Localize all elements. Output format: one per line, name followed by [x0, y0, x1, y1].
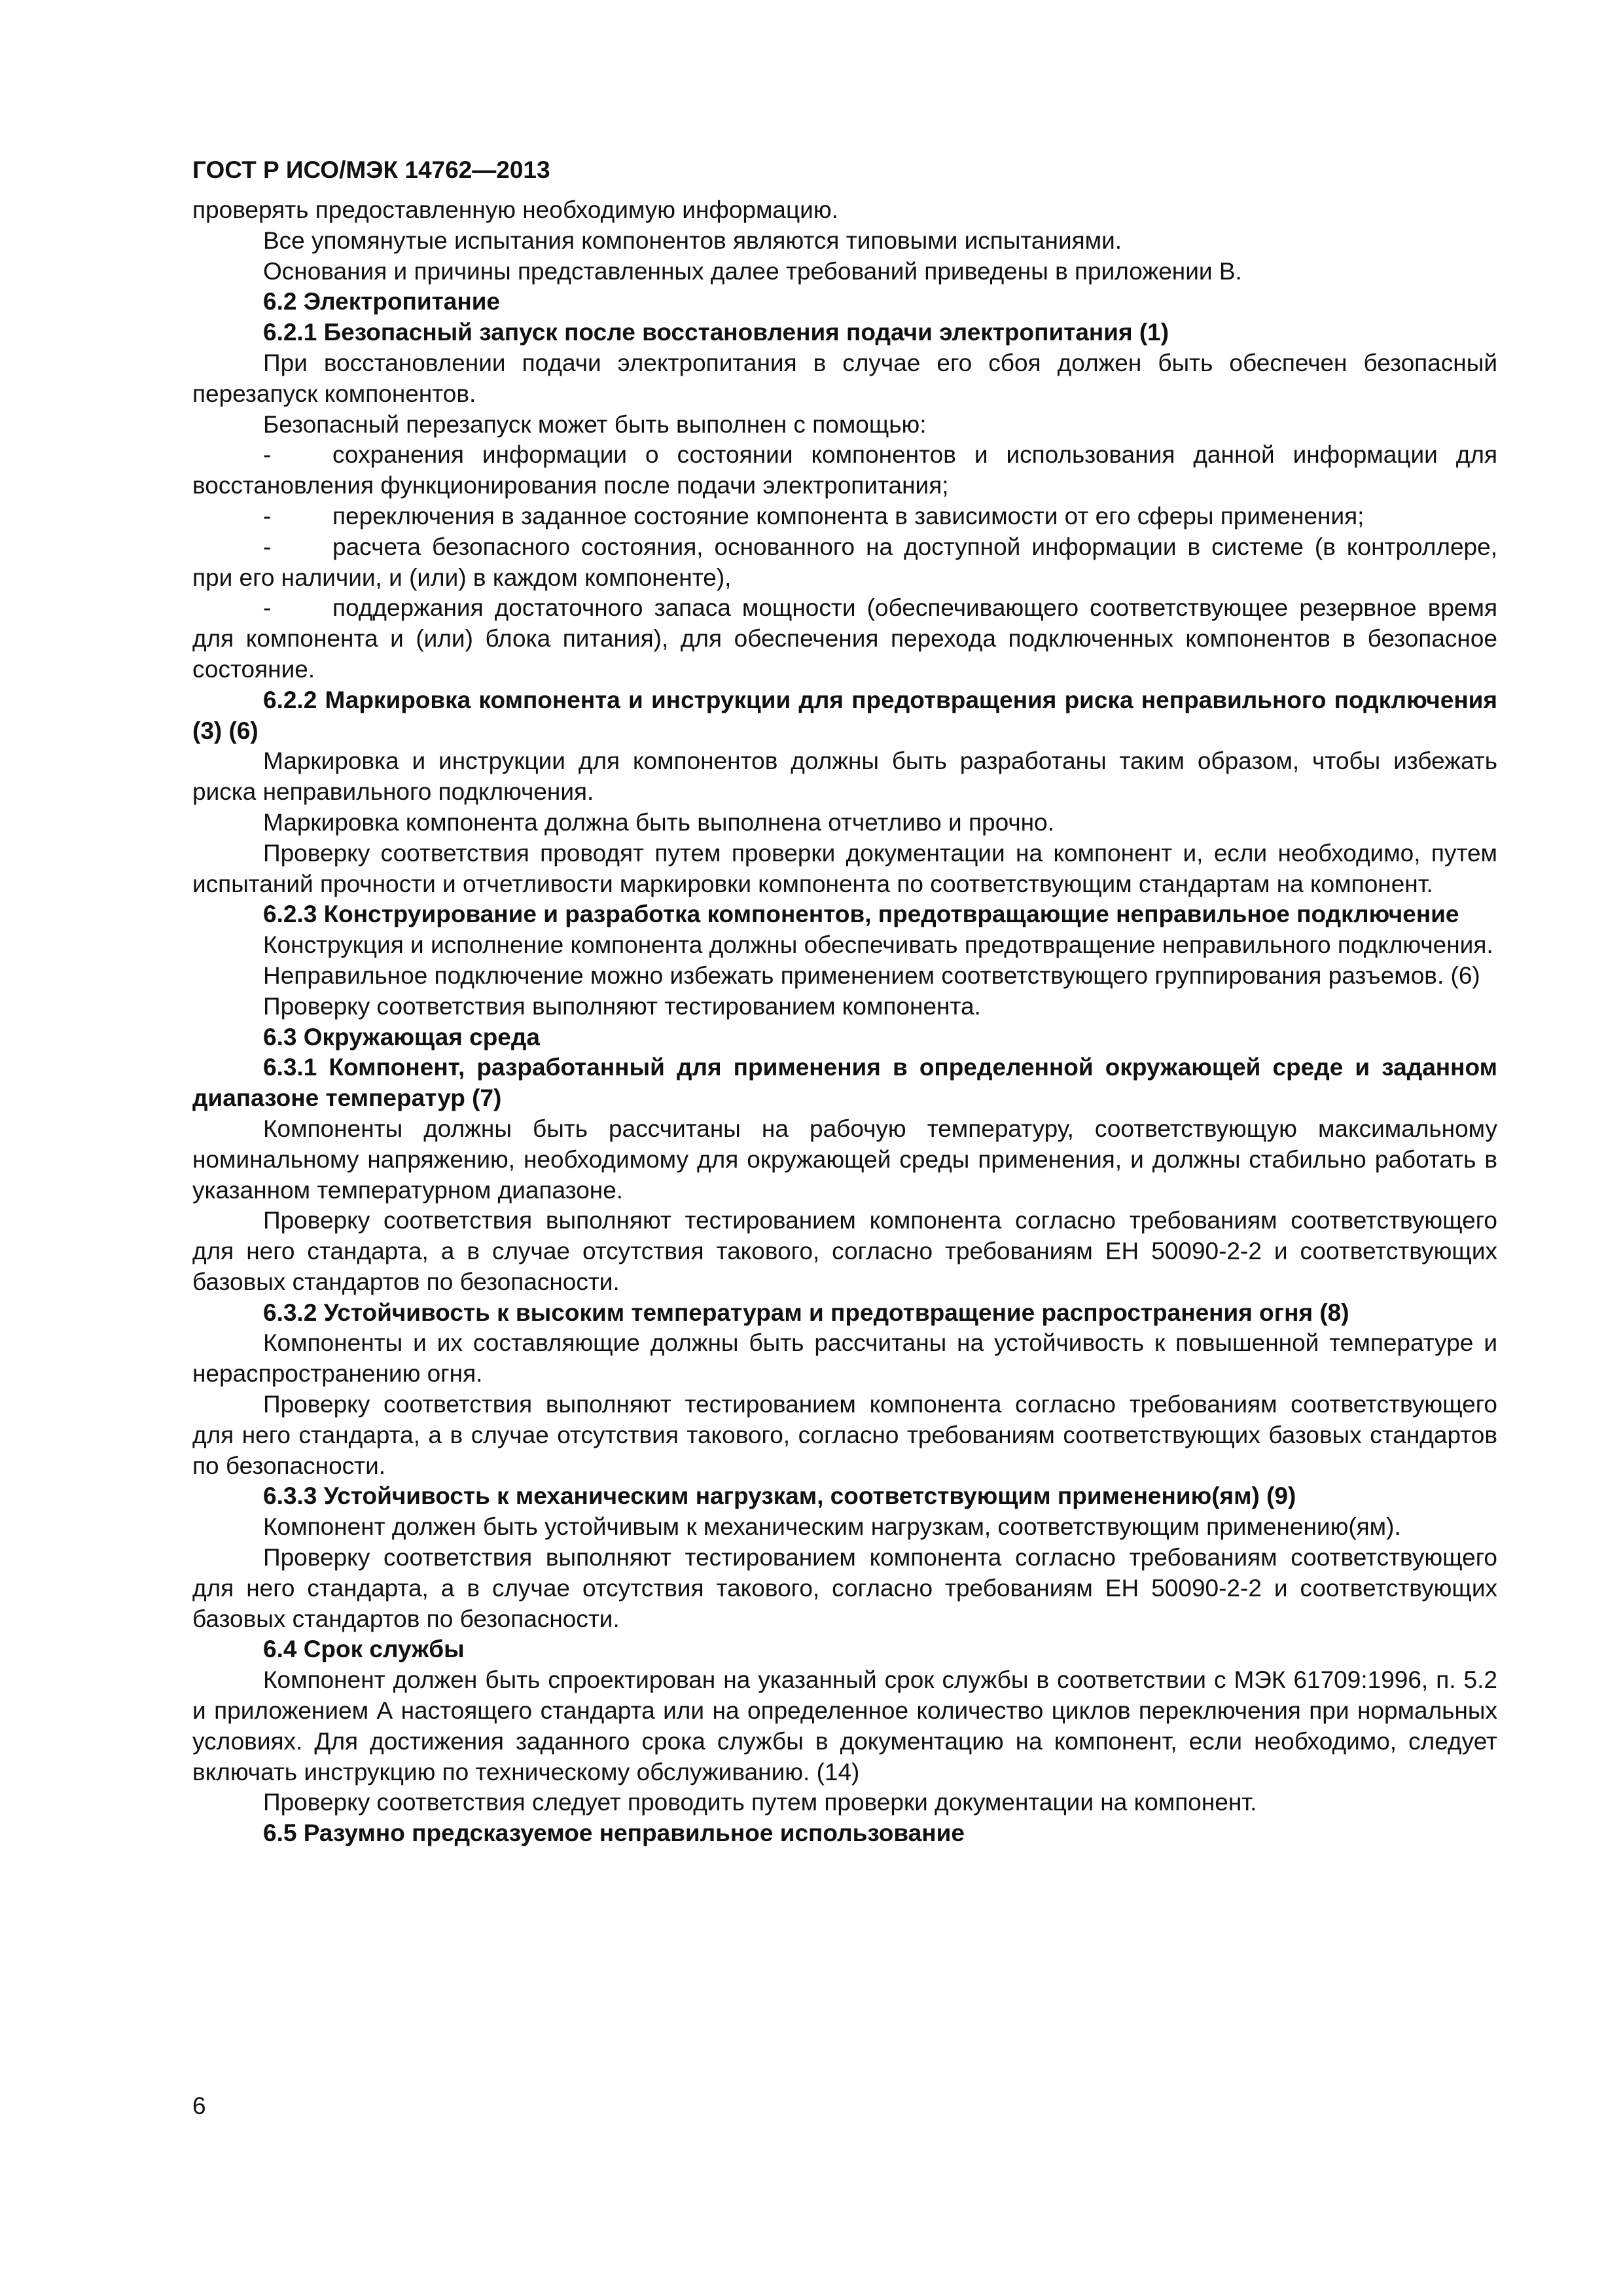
list-item-text: поддержания достаточного запаса мощности (обеспечивающего соответствующее резервное время для компонента и (или) блока питания), для обеспечения перехода подключенных компонентов в безопасное состояние. — [192, 594, 1497, 683]
paragraph: Проверку соответствия выполняют тестированием компонента согласно требованиям соответствующего для него стандарта, а в случае отсутствия такового, согласно требованиям ЕН 50090-2-2 и соответствующих базовых стандартов по безопасности. — [192, 1544, 1497, 1632]
paragraph: проверять предоставленную необходимую информацию. — [192, 196, 838, 223]
section-heading: 6.3.1 Компонент, разработанный для применения в определенной окружающей среде и заданном диапазоне температур (7) — [192, 1054, 1497, 1112]
paragraph: Компоненты должны быть рассчитаны на рабочую температуру, соответствующую максимальному номинальному напряжению, необходимому для окружающей среды применения, и должны стабильно работать в указанном температурном диапазоне. — [192, 1115, 1497, 1204]
section-heading: 6.2.1 Безопасный запуск после восстановления подачи электропитания (1) — [263, 319, 1169, 346]
paragraph: Проверку соответствия выполняют тестированием компонента согласно требованиям соответствующего для него стандарта, а в случае отсутствия такового, согласно требованиям соответствующих базовых стандартов по безопасности. — [192, 1391, 1497, 1479]
list-item — [192, 440, 1497, 501]
paragraph: Компонент должен быть спроектирован на указанный срок службы в соответствии с МЭК 61709:1996, п. 5.2 и приложением А настоящего стандарта или на определенное количество циклов переключения при нормальных условиях. Для достижения заданного срока службы в документацию на компонент, если необходимо, следует включать инструкцию по техническому обслуживанию. (14) — [192, 1666, 1497, 1785]
section-heading: 6.2.3 Конструирование и разработка компонентов, предотвращающие неправильное подключение — [263, 901, 1459, 928]
section-heading: 6.5 Разумно предсказуемое неправильное использование — [263, 1820, 965, 1847]
list-item — [192, 501, 1497, 532]
list-item-text: переключения в заданное состояние компонента в зависимости от его сферы применения; — [332, 502, 1364, 529]
list-dash: - — [263, 533, 272, 560]
document-header: ГОСТ Р ИСО/МЭК 14762—2013 — [192, 156, 550, 183]
paragraph: Проверку соответствия следует проводить путем проверки документации на компонент. — [263, 1789, 1257, 1816]
list-dash: - — [263, 502, 272, 529]
paragraph: Маркировка и инструкции для компонентов должны быть разработаны таким образом, чтобы избежать риска неправильного подключения. — [192, 747, 1497, 806]
paragraph: При восстановлении подачи электропитания в случае его сбоя должен быть обеспечен безопасный перезапуск компонентов. — [192, 349, 1497, 407]
section-heading: 6.4 Срок службы — [263, 1636, 465, 1663]
section-heading: 6.3.3 Устойчивость к механическим нагрузкам, соответствующим применению(ям) (9) — [263, 1482, 1296, 1510]
paragraph: Компонент должен быть устойчивым к механическим нагрузкам, соответствующим применению(ям). — [263, 1513, 1401, 1541]
list-item — [192, 593, 1497, 685]
section-heading: 6.2 Электропитание — [263, 288, 501, 315]
section-heading: 6.3.2 Устойчивость к высоким температурам и предотвращение распространения огня (8) — [263, 1299, 1349, 1326]
paragraph: Проверку соответствия выполняют тестированием компонента согласно требованиям соответствующего для него стандарта, а в случае отсутствия такового, согласно требованиям ЕН 50090-2-2 и соответствующих базовых стандартов по безопасности. — [192, 1207, 1497, 1295]
paragraph: Неправильное подключение можно избежать применением соответствующего группирования разъемов. (6) — [263, 961, 1480, 989]
list-item-text: расчета безопасного состояния, основанного на доступной информации в системе (в контроллере, при его наличии, и (или) в каждом компоненте), — [192, 533, 1497, 591]
list-item — [192, 532, 1497, 594]
section-heading: 6.2.2 Маркировка компонента и инструкции для предотвращения риска неправильного подключения (3) (6) — [192, 686, 1497, 744]
list-dash: - — [263, 594, 272, 622]
list-dash: - — [263, 441, 272, 469]
list-item-text: сохранения информации о состоянии компонентов и использования данной информации для восстановления функционирования после подачи электропитания; — [192, 441, 1497, 499]
section-heading: 6.3 Окружающая среда — [263, 1023, 540, 1050]
paragraph: Все упомянутые испытания компонентов являются типовыми испытаниями. — [263, 226, 1122, 254]
page-number: 6 — [192, 2092, 206, 2119]
paragraph: Проверку соответствия проводят путем проверки документации на компонент и, если необходимо, путем испытаний прочности и отчетливости маркировки компонента по соответствующим стандартам на компонент. — [192, 839, 1497, 897]
paragraph: Компоненты и их составляющие должны быть рассчитаны на устойчивость к повышенной температуре и нераспространению огня. — [192, 1329, 1497, 1388]
paragraph: Основания и причины представленных далее требований приведены в приложении В. — [263, 257, 1242, 285]
paragraph: Безопасный перезапуск может быть выполнен с помощью: — [263, 410, 927, 438]
paragraph: Конструкция и исполнение компонента должны обеспечивать предотвращение неправильного подключения. — [263, 931, 1493, 959]
paragraph: Проверку соответствия выполняют тестированием компонента. — [263, 992, 981, 1020]
document-body — [192, 195, 1497, 1849]
paragraph: Маркировка компонента должна быть выполнена отчетливо и прочно. — [263, 808, 1054, 836]
